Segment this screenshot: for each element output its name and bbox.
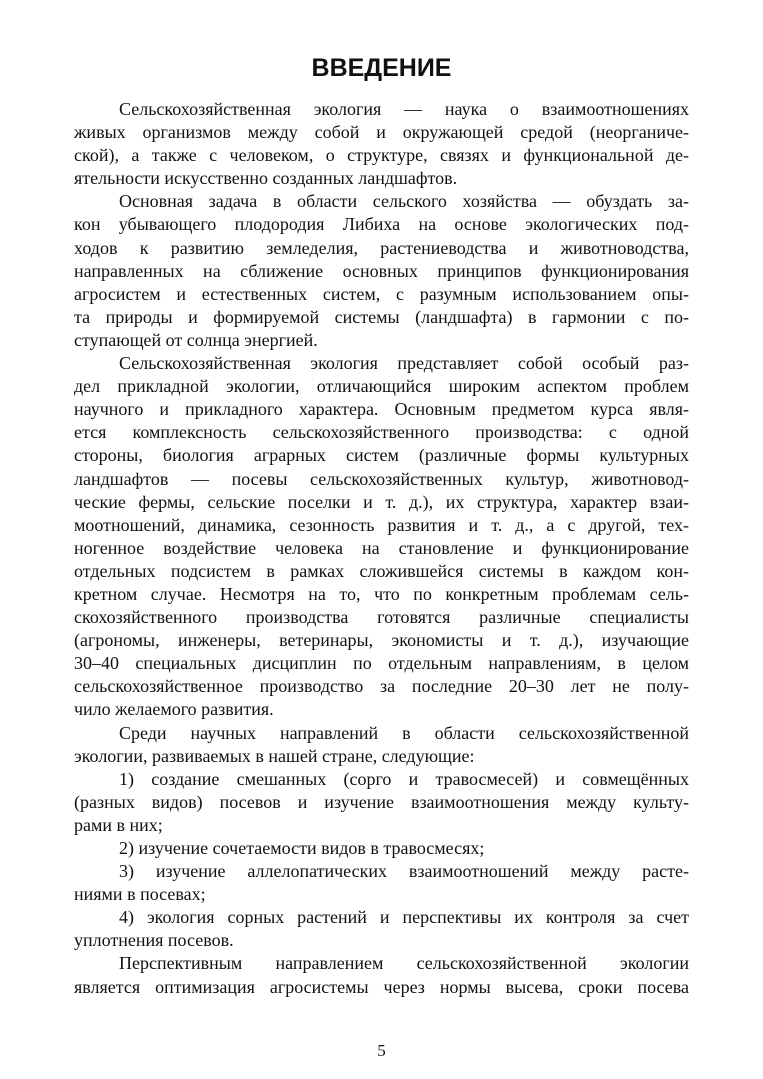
text-line: ниями в посевах; <box>74 884 206 905</box>
text-line: моотношений, динамика, сезонность развития и т. д., а с другой, тех- <box>74 514 689 535</box>
text-line: научного и прикладного характера. Основным предметом курса явля- <box>74 399 689 420</box>
paragraph <box>74 352 689 722</box>
text-line: Перспективным направлением сельскохозяйственной экологии <box>119 953 689 974</box>
text-line: та природы и формируемой системы (ландшафта) в гармонии с по- <box>74 306 689 327</box>
paragraph <box>74 98 689 190</box>
text-line: стороны, биология аграрных систем (различные формы культурных <box>74 445 689 466</box>
text-line: чило желаемого развития. <box>74 699 274 720</box>
text-line: ногенное воздействие человека на становление и функционирование <box>74 537 689 558</box>
text-line: 1) создание смешанных (сорго и травосмесей) и совмещённых <box>119 768 689 789</box>
body-text <box>74 98 689 999</box>
text-line: Сельскохозяйственная экология — наука о взаимоотношениях <box>119 99 689 119</box>
paragraph <box>74 906 689 952</box>
page-number: 5 <box>377 1041 386 1060</box>
text-line: дел прикладной экологии, отличающийся широким аспектом проблем <box>74 376 689 397</box>
text-line: рами в них; <box>74 814 163 835</box>
text-line: направленных на сближение основных принципов функционирования <box>74 260 689 281</box>
text-line: ландшафтов — посевы сельскохозяйственных культур, животновод- <box>74 468 689 489</box>
paragraph <box>74 722 689 768</box>
text-line: (агрономы, инженеры, ветеринары, экономисты и т. д.), изучающие <box>74 630 689 651</box>
text-line: Среди научных направлений в области сельскохозяйственной <box>119 722 689 743</box>
text-line: ходов к развитию земледелия, растениеводства и животноводства, <box>74 237 689 258</box>
text-line: ской), а также с человеком, о структуре, связях и функциональной де- <box>74 145 689 166</box>
paragraph <box>74 952 689 998</box>
text-line: 30–40 специальных дисциплин по отдельным направлениям, в целом <box>74 653 689 674</box>
text-line: экологии, развиваемых в нашей стране, следующие: <box>74 745 475 766</box>
text-line: кон убывающего плодородия Либиха на основе экологических под- <box>74 214 689 235</box>
text-line: ется комплексность сельскохозяйственного производства: с одной <box>74 422 689 443</box>
text-line: отдельных подсистем в рамках сложившейся системы в каждом кон- <box>74 560 689 581</box>
text-line: ятельности искусственно созданных ландшафтов. <box>74 168 458 189</box>
text-line: ступающей от солнца энергией. <box>74 329 318 350</box>
text-line: (разных видов) посевов и изучение взаимоотношения между культу- <box>74 791 689 812</box>
text-line: сельскохозяйственное производство за последние 20–30 лет не полу- <box>74 676 689 697</box>
paragraph <box>74 837 689 860</box>
text-line: ческие фермы, сельские поселки и т. д.), их структура, характер взаи- <box>74 491 689 512</box>
paragraph <box>74 860 689 906</box>
text-line: 4) экология сорных растений и перспективы их контроля за счет <box>119 907 689 928</box>
paragraph <box>74 768 689 837</box>
text-line: уплотнения посевов. <box>74 930 234 951</box>
text-line: скохозяйственного производства готовятся различные специалисты <box>74 607 689 628</box>
page-title: ВВЕДЕНИЕ <box>311 54 452 82</box>
text-line: Сельскохозяйственная экология представляет собой особый раз- <box>119 353 689 374</box>
text-line: кретном случае. Несмотря на то, что по конкретным проблемам сель- <box>74 583 689 604</box>
text-line: является оптимизация агросистемы через нормы высева, сроки посева <box>74 976 689 997</box>
paragraph <box>74 190 689 352</box>
text-line: 3) изучение аллелопатических взаимоотношений между расте- <box>119 861 689 882</box>
text-line: Основная задача в области сельского хозяйства — обуздать за- <box>119 191 689 212</box>
text-line: живых организмов между собой и окружающей средой (неорганиче- <box>74 122 689 143</box>
text-line: 2) изучение сочетаемости видов в травосмесях; <box>119 838 485 858</box>
text-line: агросистем и естественных систем, с разумным использованием опы- <box>74 283 689 304</box>
